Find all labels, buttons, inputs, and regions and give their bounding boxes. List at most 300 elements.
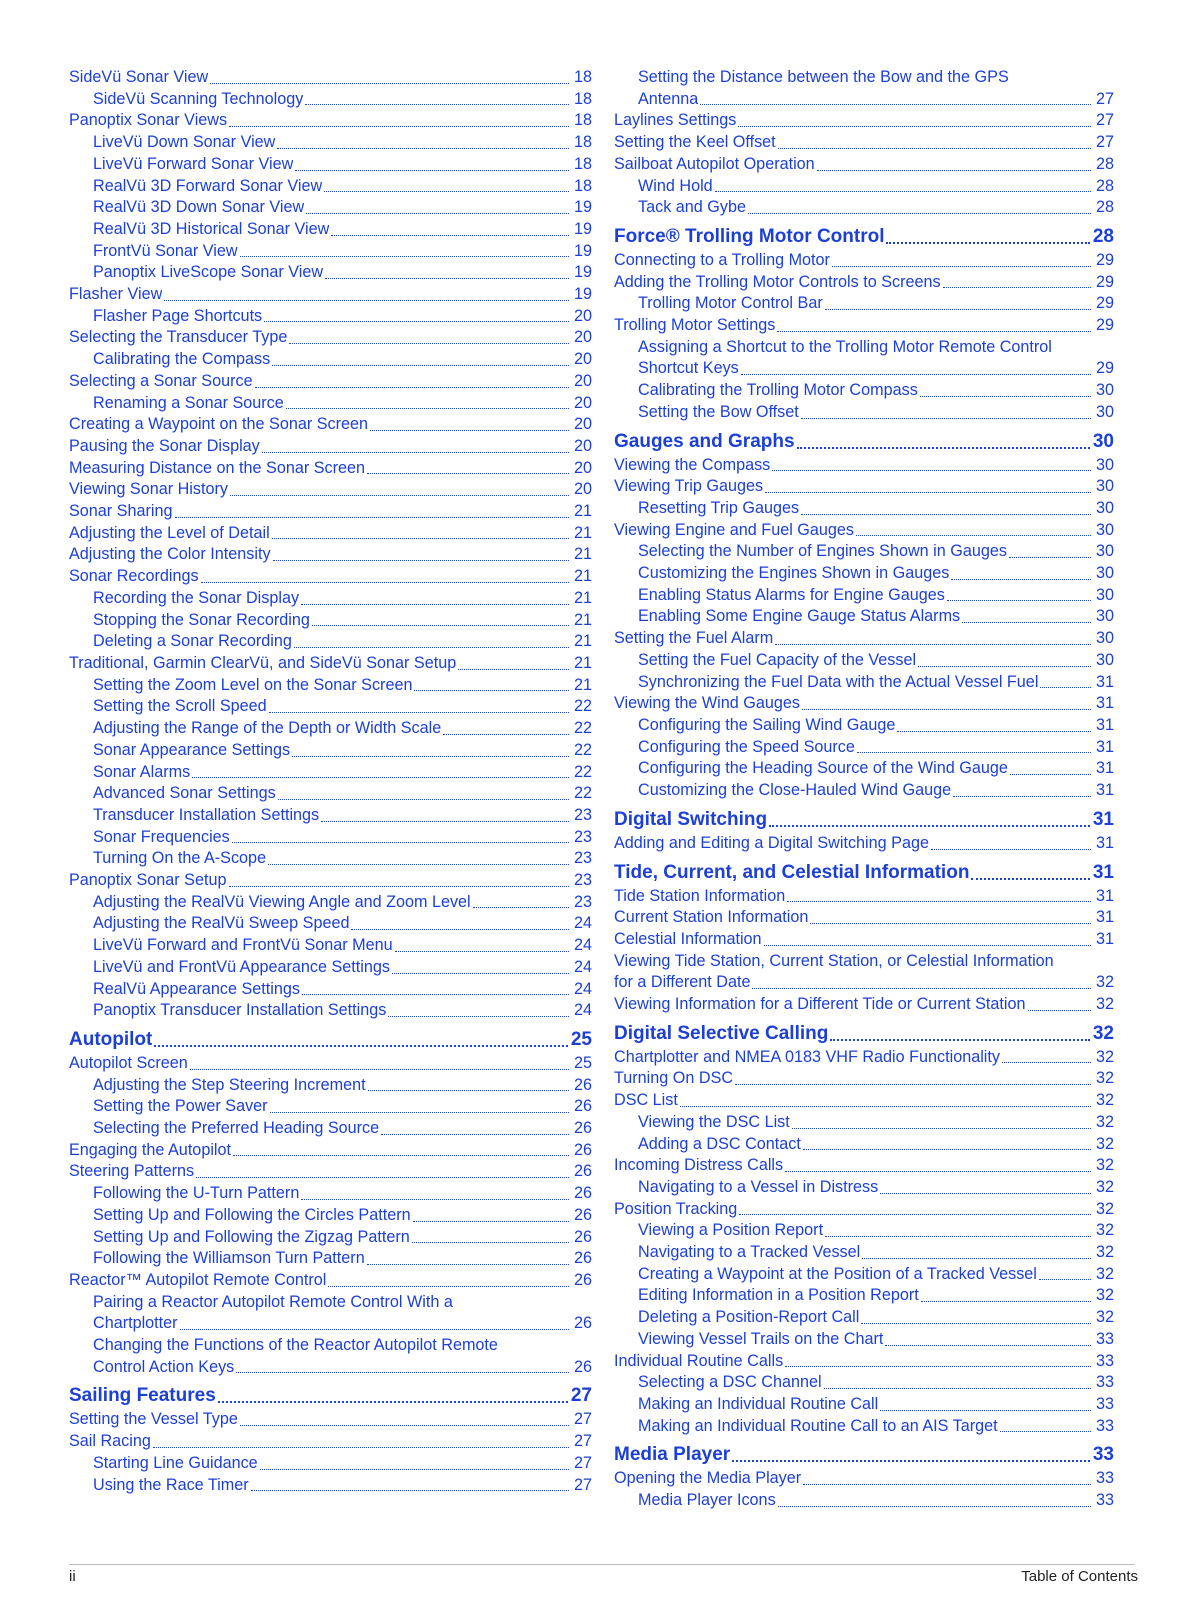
dot-leader	[953, 796, 1091, 797]
dot-leader	[268, 864, 569, 865]
dot-leader	[321, 821, 569, 822]
dot-leader	[273, 560, 569, 561]
toc-entry[interactable]	[614, 1134, 1114, 1156]
dot-leader	[971, 878, 1089, 880]
dot-leader	[443, 734, 569, 735]
toc-page-number: 32	[1095, 1091, 1114, 1110]
dot-leader	[817, 170, 1091, 171]
toc-entry-title: Turning On the A-Scope	[93, 849, 267, 868]
dot-leader	[154, 1045, 568, 1047]
toc-entry-title: Setting the Power Saver	[93, 1097, 268, 1116]
toc-entry-title: Steering Patterns	[69, 1162, 195, 1181]
toc-entry[interactable]	[69, 979, 592, 1001]
dot-leader	[1000, 1431, 1091, 1432]
toc-entry-title: Viewing the Compass	[614, 455, 771, 474]
toc-entry[interactable]	[614, 455, 1114, 477]
toc-entry[interactable]	[614, 1242, 1114, 1264]
toc-entry-title: Digital Switching	[614, 808, 768, 830]
toc-entry[interactable]	[614, 402, 1114, 424]
toc-entry[interactable]	[69, 284, 592, 306]
toc-entry[interactable]	[69, 501, 592, 523]
toc-entry[interactable]	[614, 715, 1114, 737]
toc-entry[interactable]	[614, 563, 1114, 585]
toc-entry[interactable]	[614, 758, 1114, 780]
toc-entry[interactable]	[614, 1177, 1114, 1199]
dot-leader	[1040, 687, 1091, 688]
toc-entry[interactable]	[69, 653, 592, 675]
toc-entry-title: Deleting a Position-Report Call	[638, 1308, 860, 1327]
toc-entry[interactable]	[614, 929, 1114, 951]
toc-page-number: 32	[1095, 1112, 1114, 1131]
toc-entry-title: Tide, Current, and Celestial Information	[614, 861, 970, 883]
toc-entry[interactable]	[614, 780, 1114, 802]
toc-entry-title-line[interactable]: Assigning a Shortcut to the Trolling Motor Remote Control	[638, 337, 1052, 356]
toc-entry[interactable]	[614, 1112, 1114, 1134]
toc-entry[interactable]	[614, 737, 1114, 759]
toc-entry-title: Chartplotter and NMEA 0183 VHF Radio Functionality	[614, 1047, 1000, 1066]
dot-leader	[230, 495, 569, 496]
toc-entry-title: Configuring the Speed Source	[638, 737, 855, 756]
toc-entry[interactable]	[69, 1118, 592, 1140]
toc-entry[interactable]	[69, 827, 592, 849]
toc-page-number: 32	[1095, 1221, 1114, 1240]
toc-entry[interactable]	[614, 110, 1114, 132]
dot-leader	[880, 1410, 1091, 1411]
toc-entry[interactable]	[69, 523, 592, 545]
toc-entry[interactable]	[69, 1431, 592, 1453]
toc-entry-title: Sonar Appearance Settings	[93, 740, 291, 759]
toc-page-number: 32	[1095, 1243, 1114, 1262]
toc-entry-title: RealVü 3D Down Sonar View	[93, 198, 305, 217]
dot-leader	[830, 1039, 1090, 1041]
toc-page-number: 27	[1095, 89, 1114, 108]
toc-entry-title: Creating a Waypoint on the Sonar Screen	[69, 415, 369, 434]
toc-entry[interactable]	[69, 1183, 592, 1205]
toc-entry[interactable]	[69, 371, 592, 393]
toc-entry[interactable]	[614, 520, 1114, 542]
toc-entry[interactable]	[614, 315, 1114, 337]
toc-section-heading[interactable]	[614, 808, 1114, 832]
toc-entry[interactable]	[614, 1416, 1114, 1438]
dot-leader	[792, 1128, 1091, 1129]
toc-entry-title: Pausing the Sonar Display	[69, 436, 260, 455]
toc-entry-title: Selecting the Preferred Heading Source	[93, 1119, 380, 1138]
toc-entry[interactable]	[69, 306, 592, 328]
toc-entry-title: Panoptix LiveScope Sonar View	[93, 263, 324, 282]
toc-entry-title: Sonar Alarms	[93, 762, 191, 781]
toc-page-number: 21	[573, 675, 592, 694]
dot-leader	[738, 126, 1091, 127]
toc-entry[interactable]	[69, 132, 592, 154]
toc-entry[interactable]	[69, 1000, 592, 1022]
toc-entry[interactable]	[69, 610, 592, 632]
dot-leader	[680, 1106, 1091, 1107]
toc-section-heading[interactable]	[614, 861, 1114, 885]
toc-page-number: 31	[1095, 908, 1114, 927]
toc-page-number: 31	[1095, 694, 1114, 713]
toc-page-number: 31	[1092, 861, 1114, 883]
toc-entry[interactable]	[614, 476, 1114, 498]
toc-entry-title: Autopilot	[69, 1028, 153, 1050]
toc-section-heading[interactable]	[614, 225, 1114, 249]
toc-entry[interactable]	[614, 1199, 1114, 1221]
toc-page-number: 32	[1095, 1047, 1114, 1066]
toc-entry[interactable]	[614, 886, 1114, 908]
dot-leader	[764, 945, 1091, 946]
toc-entry-title: Adding a DSC Contact	[638, 1134, 801, 1153]
toc-section-heading[interactable]	[69, 1384, 592, 1408]
toc-entry-title: Setting the Fuel Capacity of the Vessel	[638, 650, 917, 669]
toc-entry[interactable]	[614, 1155, 1114, 1177]
dot-leader	[951, 579, 1091, 580]
toc-entry[interactable]	[614, 498, 1114, 520]
toc-entry[interactable]	[614, 1372, 1114, 1394]
dot-leader	[802, 709, 1091, 710]
toc-entry[interactable]	[69, 349, 592, 371]
dot-leader	[1002, 1062, 1091, 1063]
toc-page-number: 33	[1095, 1416, 1114, 1435]
toc-entry[interactable]	[614, 650, 1114, 672]
toc-entry-title: Sonar Frequencies	[93, 827, 230, 846]
toc-entry[interactable]	[69, 1313, 592, 1335]
toc-entry-title: Viewing Trip Gauges	[614, 477, 764, 496]
toc-entry[interactable]	[614, 833, 1114, 855]
toc-entry[interactable]	[614, 1264, 1114, 1286]
toc-page-number: 23	[573, 827, 592, 846]
toc-section-heading[interactable]	[69, 1028, 592, 1052]
toc-entry[interactable]	[69, 913, 592, 935]
toc-entry-title: RealVü Appearance Settings	[93, 979, 300, 998]
toc-entry-title: Trolling Motor Settings	[614, 316, 776, 335]
dot-leader	[752, 988, 1091, 989]
dot-leader	[778, 1506, 1091, 1507]
toc-entry-title: Digital Selective Calling	[614, 1022, 829, 1044]
toc-entry-title: Configuring the Sailing Wind Gauge	[638, 715, 896, 734]
toc-entry[interactable]	[614, 1394, 1114, 1416]
toc-page-number: 20	[573, 328, 592, 347]
toc-entry[interactable]	[614, 1468, 1114, 1490]
dot-leader	[395, 951, 569, 952]
toc-entry-title: Laylines Settings	[614, 111, 737, 130]
toc-entry-title: Adding and Editing a Digital Switching Page	[614, 833, 929, 852]
toc-entry[interactable]	[614, 89, 1114, 111]
toc-entry[interactable]	[69, 219, 592, 241]
toc-entry-title: Antenna	[638, 89, 699, 108]
toc-entry-title: Renaming a Sonar Source	[93, 393, 284, 412]
toc-entry-title: Transducer Installation Settings	[93, 805, 320, 824]
toc-entry-title: Sailing Features	[69, 1385, 216, 1407]
toc-entry-title: Trolling Motor Control Bar	[638, 294, 823, 313]
toc-entry-title: Selecting a Sonar Source	[69, 371, 253, 390]
toc-entry-title-line[interactable]: Setting the Distance between the Bow and the GPS	[638, 68, 1009, 86]
toc-entry[interactable]	[69, 783, 592, 805]
toc-entry-title: Tack and Gybe	[638, 198, 746, 217]
toc-entry[interactable]	[614, 1068, 1114, 1090]
toc-entry[interactable]	[69, 479, 592, 501]
toc-entry[interactable]	[69, 1248, 592, 1270]
toc-entry[interactable]	[614, 672, 1114, 694]
toc-entry[interactable]	[614, 154, 1114, 176]
toc-entry[interactable]	[614, 197, 1114, 219]
dot-leader	[324, 191, 569, 192]
toc-entry-title: Setting the Vessel Type	[69, 1410, 238, 1429]
toc-entry[interactable]	[69, 1075, 592, 1097]
footer-divider	[69, 1564, 1135, 1565]
dot-leader	[769, 825, 1090, 827]
toc-entry[interactable]	[69, 1096, 592, 1118]
toc-entry[interactable]	[69, 1053, 592, 1075]
toc-entry[interactable]	[69, 544, 592, 566]
dot-leader	[295, 170, 569, 171]
toc-entry[interactable]	[69, 848, 592, 870]
toc-page-number: 32	[1095, 1134, 1114, 1153]
toc-entry-title: Selecting the Number of Engines Shown in Gauges	[638, 542, 1007, 561]
toc-page-number: 31	[1092, 808, 1114, 830]
toc-page-number: 26	[573, 1227, 592, 1246]
toc-entry[interactable]	[614, 380, 1114, 402]
toc-page-number: 31	[1095, 833, 1114, 852]
toc-section-heading[interactable]	[614, 430, 1114, 454]
toc-entry[interactable]	[69, 67, 592, 89]
toc-entry[interactable]	[614, 1047, 1114, 1069]
toc-page-number: 31	[1095, 737, 1114, 756]
dot-leader	[153, 1447, 569, 1448]
toc-page-number: 32	[1092, 1022, 1114, 1044]
toc-entry[interactable]	[69, 1140, 592, 1162]
toc-entry[interactable]	[614, 606, 1114, 628]
toc-entry-title: Connecting to a Trolling Motor	[614, 250, 830, 269]
toc-entry[interactable]	[614, 176, 1114, 198]
toc-entry-title-line[interactable]: Viewing Tide Station, Current Station, or Celestial Information	[614, 951, 1054, 970]
toc-entry-title: Navigating to a Vessel in Distress	[638, 1177, 879, 1196]
toc-page-number: 29	[1095, 316, 1114, 335]
toc-page-number: 27	[1095, 111, 1114, 130]
toc-page-number: 20	[573, 371, 592, 390]
toc-entry[interactable]	[69, 696, 592, 718]
toc-entry-title: LiveVü Forward Sonar View	[93, 154, 294, 173]
dot-leader	[921, 1301, 1091, 1302]
toc-page-number: 31	[1095, 759, 1114, 778]
toc-entry[interactable]	[69, 154, 592, 176]
dot-leader	[787, 901, 1091, 902]
dot-leader	[1009, 557, 1091, 558]
toc-entry[interactable]	[69, 740, 592, 762]
toc-page-number: 22	[573, 740, 592, 759]
dot-leader	[856, 535, 1091, 536]
dot-leader	[947, 600, 1091, 601]
toc-entry[interactable]	[69, 1453, 592, 1475]
dot-leader	[777, 331, 1091, 332]
toc-entry[interactable]	[69, 762, 592, 784]
dot-leader	[229, 126, 569, 127]
toc-entry[interactable]	[69, 935, 592, 957]
toc-entry[interactable]	[614, 1285, 1114, 1307]
toc-entry[interactable]	[614, 628, 1114, 650]
toc-entry-title: Autopilot Screen	[69, 1053, 188, 1072]
toc-entry-title: Reactor™ Autopilot Remote Control	[69, 1270, 327, 1289]
dot-leader	[192, 777, 569, 778]
toc-entry[interactable]	[614, 272, 1114, 294]
toc-page-number: 21	[573, 567, 592, 586]
toc-entry-title: LiveVü Forward and FrontVü Sonar Menu	[93, 936, 393, 955]
toc-entry[interactable]	[69, 197, 592, 219]
dot-leader	[301, 1199, 569, 1200]
toc-entry-title: Adjusting the Level of Detail	[69, 523, 270, 542]
toc-entry[interactable]	[69, 327, 592, 349]
toc-entry-title: for a Different Date	[614, 973, 751, 992]
toc-page-number: 27	[573, 1432, 592, 1451]
toc-entry-title: Selecting a DSC Channel	[638, 1373, 822, 1392]
dot-leader	[797, 447, 1090, 449]
dot-leader	[196, 1177, 569, 1178]
dot-leader	[289, 343, 569, 344]
toc-section-heading[interactable]	[614, 1022, 1114, 1046]
toc-entry[interactable]	[69, 1270, 592, 1292]
toc-page-number: 23	[573, 871, 592, 890]
toc-entry[interactable]	[614, 1490, 1114, 1512]
dot-leader	[775, 644, 1091, 645]
toc-entry-title: Panoptix Sonar Views	[69, 111, 228, 130]
toc-page-number: 22	[573, 762, 592, 781]
toc-entry[interactable]	[69, 176, 592, 198]
dot-leader	[367, 1264, 569, 1265]
toc-entry-title: SideVü Sonar View	[69, 68, 209, 86]
dot-leader	[240, 1425, 569, 1426]
dot-leader	[473, 907, 569, 908]
toc-entry[interactable]	[69, 631, 592, 653]
toc-entry-title: RealVü 3D Historical Sonar View	[93, 219, 330, 238]
toc-entry-title: Creating a Waypoint at the Position of a Tracked Vessel	[638, 1264, 1037, 1283]
toc-entry[interactable]	[614, 907, 1114, 929]
toc-section-heading[interactable]	[614, 1443, 1114, 1467]
dot-leader	[233, 1155, 569, 1156]
dot-leader	[857, 752, 1091, 753]
dot-leader	[897, 731, 1091, 732]
toc-page-number: 33	[1095, 1491, 1114, 1510]
toc-entry-title: Wind Hold	[638, 176, 713, 195]
dot-leader	[270, 1112, 569, 1113]
toc-page-number: 19	[573, 219, 592, 238]
toc-entry-title: LiveVü Down Sonar View	[93, 133, 276, 152]
dot-leader	[312, 625, 569, 626]
toc-entry-title: Advanced Sonar Settings	[93, 784, 276, 803]
toc-entry[interactable]	[69, 1161, 592, 1183]
dot-leader	[236, 1372, 569, 1373]
toc-page-number: 28	[1095, 154, 1114, 173]
dot-leader	[880, 1193, 1091, 1194]
toc-page-number: 26	[573, 1357, 592, 1376]
toc-page-number: 20	[573, 350, 592, 369]
toc-entry[interactable]	[69, 241, 592, 263]
dot-leader	[861, 1323, 1091, 1324]
toc-entry[interactable]	[614, 1090, 1114, 1112]
toc-entry[interactable]	[69, 957, 592, 979]
toc-page-number: 27	[573, 1453, 592, 1472]
toc-entry-title: Traditional, Garmin ClearVü, and SideVü Sonar Setup	[69, 653, 457, 672]
toc-page-number: 32	[1095, 1177, 1114, 1196]
dot-leader	[732, 1460, 1090, 1462]
dot-leader	[260, 1469, 569, 1470]
toc-page-number: 19	[573, 241, 592, 260]
footer-page-number: ii	[69, 1568, 76, 1585]
toc-entry-title: Current Station Information	[614, 908, 809, 927]
toc-entry[interactable]	[69, 805, 592, 827]
toc-page-number: 20	[573, 458, 592, 477]
toc-entry[interactable]	[69, 458, 592, 480]
toc-page-number: 29	[1095, 359, 1114, 378]
dot-leader	[301, 604, 569, 605]
toc-right-column	[614, 67, 1114, 1512]
toc-page-number: 23	[573, 849, 592, 868]
toc-entry[interactable]	[614, 358, 1114, 380]
toc-entry[interactable]	[69, 588, 592, 610]
toc-entry[interactable]	[69, 262, 592, 284]
dot-leader	[294, 647, 569, 648]
toc-entry-title: LiveVü and FrontVü Appearance Settings	[93, 957, 390, 976]
toc-entry-title: Viewing Sonar History	[69, 480, 228, 499]
toc-page-number: 28	[1095, 176, 1114, 195]
dot-leader	[392, 973, 569, 974]
toc-entry[interactable]	[614, 1329, 1114, 1351]
toc-entry[interactable]	[69, 1475, 592, 1497]
toc-entry[interactable]	[614, 132, 1114, 154]
toc-page-number: 33	[1095, 1394, 1114, 1413]
toc-entry[interactable]	[614, 693, 1114, 715]
dot-leader	[700, 104, 1091, 105]
toc-page-number: 32	[1095, 1286, 1114, 1305]
dot-leader	[368, 1090, 569, 1091]
toc-entry[interactable]	[69, 393, 592, 415]
toc-entry[interactable]	[69, 110, 592, 132]
toc-entry[interactable]	[614, 1351, 1114, 1373]
toc-page-number: 32	[1095, 1069, 1114, 1088]
toc-entry[interactable]	[614, 1220, 1114, 1242]
toc-entry[interactable]	[69, 89, 592, 111]
toc-entry[interactable]	[69, 675, 592, 697]
toc-entry[interactable]	[614, 994, 1114, 1016]
dot-leader	[735, 1084, 1091, 1085]
toc-entry[interactable]	[614, 250, 1114, 272]
toc-entry[interactable]	[69, 718, 592, 740]
toc-entry[interactable]	[69, 1357, 592, 1379]
toc-entry[interactable]	[614, 585, 1114, 607]
toc-entry[interactable]	[69, 870, 592, 892]
toc-entry-title: Setting the Fuel Alarm	[614, 629, 774, 648]
toc-entry-title: Opening the Media Player	[614, 1469, 802, 1488]
toc-page-number: 29	[1095, 250, 1114, 269]
toc-entry-title-line[interactable]: Changing the Functions of the Reactor Autopilot Remote	[93, 1336, 498, 1355]
toc-page-number: 30	[1095, 542, 1114, 561]
toc-entry[interactable]	[69, 436, 592, 458]
toc-page-number: 20	[573, 415, 592, 434]
toc-entry-title-line[interactable]: Pairing a Reactor Autopilot Remote Control With a	[93, 1292, 453, 1311]
dot-leader	[367, 473, 569, 474]
toc-entry[interactable]	[614, 1307, 1114, 1329]
toc-entry[interactable]	[614, 972, 1114, 994]
toc-entry-title: Media Player	[614, 1444, 731, 1466]
toc-entry[interactable]	[69, 892, 592, 914]
toc-entry-title: Celestial Information	[614, 929, 762, 948]
toc-entry[interactable]	[614, 293, 1114, 315]
toc-entry-title: Setting Up and Following the Zigzag Pattern	[93, 1227, 410, 1246]
toc-entry[interactable]	[69, 566, 592, 588]
toc-entry[interactable]	[614, 541, 1114, 563]
toc-entry[interactable]	[69, 1409, 592, 1431]
toc-entry[interactable]	[69, 1205, 592, 1227]
toc-entry[interactable]	[69, 414, 592, 436]
toc-entry[interactable]	[69, 1227, 592, 1249]
dot-leader	[351, 929, 569, 930]
